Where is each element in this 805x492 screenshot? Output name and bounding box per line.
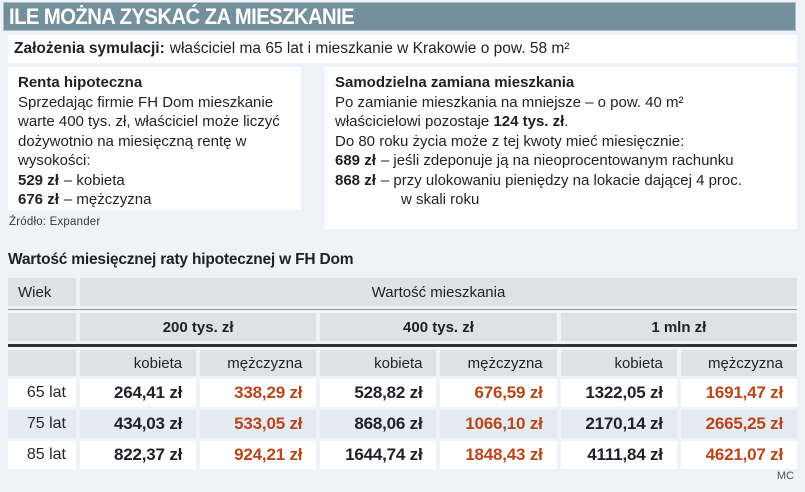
zamiana-line-2: właścicielowi pozostaje 124 tys. zł. [335,113,569,130]
col-header-wiek: Wiek [8,278,76,306]
page-title-bar [3,2,796,31]
table-cell: 338,29 zł [200,379,316,407]
zamiana-amount-rachunek [335,151,787,171]
table-cell: 822,37 zł [80,441,196,469]
amount-desc: – mężczyzna [63,191,152,208]
table-cell: 2665,25 zł [681,410,797,438]
renta-box-body: Sprzedając firmie FH Dom mieszkanie warte 400 tys. zł, właściciel może liczyć dożywotnio na miesięczną rentę w wysokości: [18,93,280,169]
table-cell: 4621,07 zł [681,441,797,469]
renta-hipoteczna-box [8,67,301,210]
amount-value: 676 zł [18,191,59,208]
zamiana-line-3: Do 80 roku życia może z tej kwoty mieć miesięcznie: [335,132,685,150]
table-cell: 868,06 zł [320,410,436,438]
amount-desc: – przy ulokowaniu pieniędzy na lokacie dającej 4 proc. [380,171,742,189]
table-title: Wartość miesięcznej raty hipotecznej w FH Dom [8,251,354,268]
table-cell: 1691,47 zł [681,379,797,407]
rates-table [8,278,797,469]
zamiana-box-title: Samodzielna zamiana mieszkania [335,74,575,91]
amount-desc: – kobieta [63,171,125,189]
sub-header-mezczyzna-400: mężczyzna [440,350,556,376]
zamiana-line-1: Po zamianie mieszkania na mniejsze – o pow. 40 m² [335,93,684,111]
assumptions-label: Założenia symulacji: [14,40,165,57]
group-header-1mln: 1 mln zł [561,313,797,341]
amount-value: 868 zł [335,171,376,189]
group-header-400tys: 400 tys. zł [320,313,556,341]
assumptions-strip [8,35,797,63]
table-cell: 264,41 zł [80,379,196,407]
table-cell: 2170,14 zł [561,410,677,438]
header-spacer [8,313,76,341]
header-spacer [8,350,76,376]
zamiana-amount-lokata-cont: w skali roku [401,191,480,208]
sub-header-kobieta-400: kobieta [320,350,436,376]
table-cell: 1066,10 zł [440,410,556,438]
row-age-label: 65 lat [8,379,76,407]
amount-desc: – jeśli zdeponuje ją na nieoprocentowanym rachunku [380,152,734,169]
table-cell: 434,03 zł [80,410,196,438]
table-cell: 533,05 zł [200,410,316,438]
table-cell: 4111,84 zł [561,441,677,469]
row-age-label: 85 lat [8,441,76,469]
group-header-200tys: 200 tys. zł [80,313,316,341]
renta-box-title: Renta hipoteczna [18,74,143,91]
sub-header-kobieta-1mln: kobieta [561,350,677,376]
sub-header-mezczyzna-200: mężczyzna [200,350,316,376]
amount-value: 529 zł [18,171,59,189]
zamiana-mieszkania-box [325,67,797,229]
divider-thin [8,309,797,310]
amount-value: 689 zł [335,152,376,169]
renta-amount-kobieta [18,171,291,191]
sub-header-kobieta-200: kobieta [80,350,196,376]
table-cell: 924,21 zł [200,441,316,469]
table-cell: 1322,05 zł [561,379,677,407]
col-header-wartosc-mieszkania: Wartość mieszkania [80,278,797,306]
row-age-label: 75 lat [8,410,76,438]
table-cell: 676,59 zł [440,379,556,407]
author-initials: MC [776,470,794,482]
source-note: Źródło: Expander [9,216,101,228]
table-cell: 1644,74 zł [320,441,436,469]
page-title: ILE MOŻNA ZYSKAĆ ZA MIESZKANIE [9,3,355,29]
divider-thick [8,344,797,347]
assumptions-text: właściciel ma 65 lat i mieszkanie w Krakowie o pow. 58 m² [169,40,570,57]
table-cell: 528,82 zł [320,379,436,407]
sub-header-mezczyzna-1mln: mężczyzna [681,350,797,376]
renta-amount-mezczyzna [18,190,291,210]
table-cell: 1848,43 zł [440,441,556,469]
zamiana-amount-lokata [335,171,787,191]
